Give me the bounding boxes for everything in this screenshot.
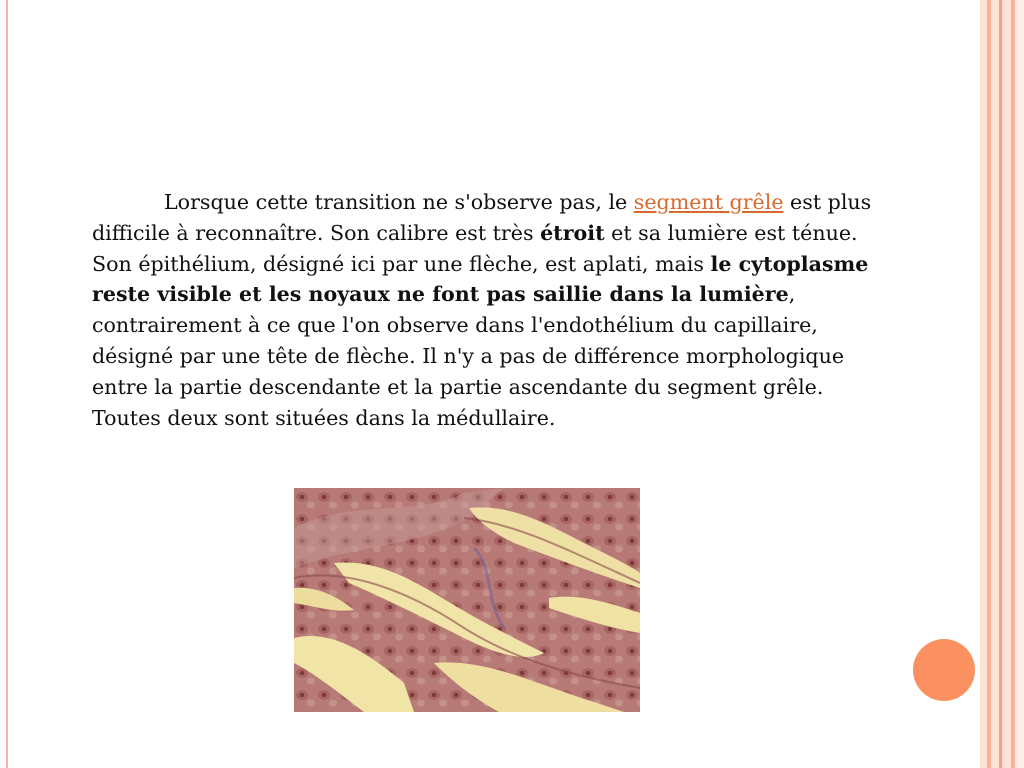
stripe bbox=[1015, 0, 1024, 768]
slide-body-paragraph bbox=[92, 187, 878, 433]
stripe bbox=[1002, 0, 1011, 768]
bold-cytoplasm-statement: le cytoplasme reste visible et les noyaux ne font pas saillie dans la lumière bbox=[92, 251, 869, 307]
stripe bbox=[980, 0, 987, 768]
bold-term-etroit: étroit bbox=[540, 220, 605, 245]
slide-frame-line bbox=[6, 0, 8, 768]
histology-micrograph bbox=[294, 488, 640, 712]
decorative-stripes bbox=[980, 0, 1024, 768]
paragraph-text: , contrairement à ce que l'on observe dans l'endothélium du capillaire, désigné par une tête de flèche. Il n'y a pas de différence morphologique entre la partie descendante et la partie ascendante du segment grêle. Toutes deux sont situées dans la médullaire. bbox=[92, 282, 845, 430]
paragraph-text: Lorsque cette transition ne s'observe pas, le bbox=[164, 190, 634, 214]
histology-micrograph-icon bbox=[294, 488, 640, 712]
decorative-orange-circle bbox=[913, 639, 975, 701]
paragraph-text: et sa lumière est ténue. Son épithélium, désigné ici par une flèche, est aplati, mais bbox=[92, 220, 858, 276]
segment-grele-link[interactable]: segment grêle bbox=[633, 190, 784, 214]
paragraph-text: est plus difficile à reconnaître. Son calibre est très bbox=[92, 190, 872, 245]
stripe bbox=[991, 0, 999, 768]
